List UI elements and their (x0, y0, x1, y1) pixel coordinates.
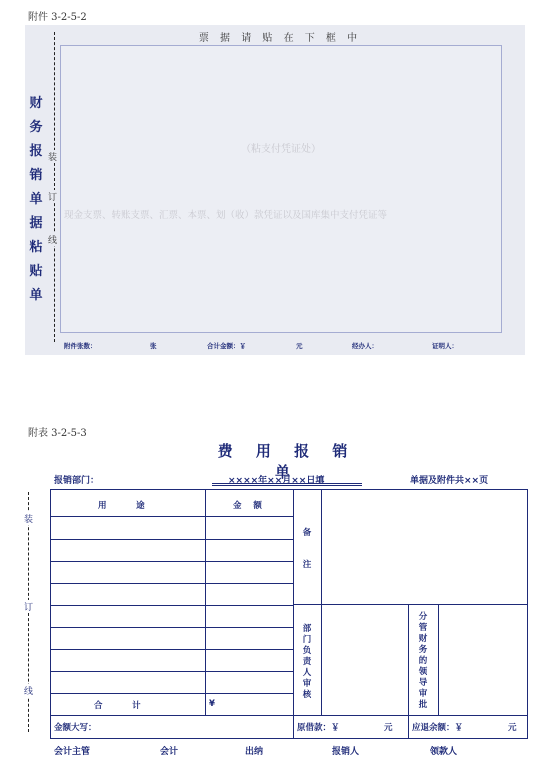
paste-frame (60, 45, 502, 333)
attachments-label: 附件张数： (64, 342, 97, 350)
vertical-title-char: 报 (29, 144, 43, 159)
vertical-title (29, 92, 43, 308)
yuan-label: 元 (296, 342, 303, 350)
handler-label: 经办人： (352, 342, 378, 350)
paste-instruction: 票 据 请 贴 在 下 框 中 (198, 33, 362, 44)
leader-approval-label: 分管财务的领导审批 (418, 612, 428, 710)
original-loan-label: 原借款：￥ (297, 723, 340, 733)
signature-claimant: 报销人 (332, 747, 360, 757)
vertical-title-char: 务 (29, 120, 43, 135)
total-currency: ¥ (209, 699, 215, 709)
form-title: 费 用 报 销 单 (212, 440, 362, 486)
dept-review-label: 部门负责人审核 (302, 624, 312, 700)
refund-label: 应退余额：￥ (412, 723, 464, 733)
amount-header: 金 额 (233, 501, 262, 511)
binding-char-zhuang: 装 (48, 150, 57, 163)
binding-dashed-line (54, 32, 55, 342)
binding-char-xian: 线 (24, 684, 33, 697)
binding-char-ding: 订 (48, 190, 57, 203)
binding-char-xian: 线 (48, 233, 57, 246)
figure1-caption: 附件 3-2-5-2 (28, 12, 87, 23)
vertical-title-char: 单 (29, 192, 43, 207)
refund-unit: 元 (508, 723, 517, 733)
original-loan-unit: 元 (384, 723, 393, 733)
sheets-label: 张 (150, 342, 157, 350)
amount-in-words-label: 金额大写： (54, 723, 97, 733)
figure2-caption: 附表 3-2-5-3 (28, 428, 87, 439)
binding-char-zhuang: 装 (24, 512, 33, 525)
total-amount-label: 合计金额：￥ (207, 342, 246, 350)
signature-cashier: 出纳 (245, 747, 264, 757)
purpose-header: 用 途 (98, 501, 145, 511)
witness-label: 证明人： (432, 342, 458, 350)
signature-recipient: 领款人 (430, 747, 458, 757)
signature-chief-accountant: 会计主管 (54, 747, 91, 757)
binding-char-ding: 订 (24, 600, 33, 613)
vertical-title-char: 销 (29, 168, 43, 183)
total-label: 合 计 (94, 701, 141, 711)
signature-accountant: 会计 (160, 747, 179, 757)
vertical-title-char: 单 (29, 288, 43, 303)
dept-label: 报销部门： (54, 476, 100, 486)
fill-date: ××××年××月××日填 (228, 476, 325, 486)
vertical-title-char: 据 (29, 216, 43, 231)
attachment-count: 单据及附件共××页 (410, 476, 489, 486)
voucher-examples: 现金支票、转账支票、汇票、本票、划（收）款凭证以及国库集中支付凭证等 (64, 210, 388, 221)
remarks-label-2: 注 (302, 560, 312, 570)
vertical-title-char: 财 (29, 96, 43, 111)
vertical-title-char: 粘 (29, 240, 43, 255)
remarks-label-1: 备 (302, 528, 312, 538)
paste-hint: （粘支付凭证处） (241, 144, 321, 155)
vertical-title-char: 贴 (29, 264, 43, 279)
